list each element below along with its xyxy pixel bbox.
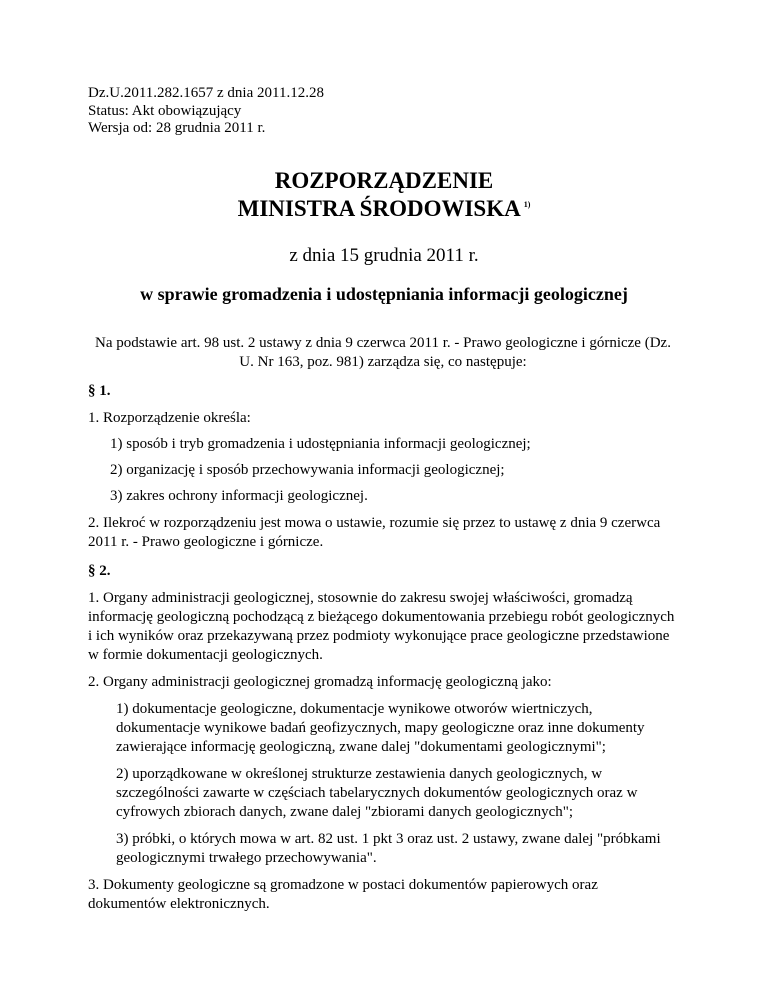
footnote-mark: 1) bbox=[523, 200, 531, 209]
section-1-paragraph-2: 2. Ilekroć w rozporządzeniu jest mowa o ustawie, rozumie się przez to ustawę z dnia 9 czerwca 2011 r. - Prawo geologiczne i górnicze. bbox=[88, 515, 661, 550]
section-2-paragraph-3: 3. Dokumenty geologiczne są gromadzone w postaci dokumentów papierowych oraz dokumentów elektronicznych. bbox=[88, 877, 598, 912]
title-line-2 bbox=[0, 196, 768, 222]
document-body bbox=[88, 334, 678, 914]
act-subject: w sprawie gromadzenia i udostępniania informacji geologicznej bbox=[140, 284, 628, 304]
status-line: Status: Akt obowiązujący bbox=[88, 102, 242, 119]
section-1-heading: § 1. bbox=[88, 383, 111, 399]
version-line: Wersja od: 28 grudnia 2011 r. bbox=[88, 120, 266, 136]
list-item: 3) próbki, o których mowa w art. 82 ust. 1 pkt 3 oraz ust. 2 ustawy, zwane dalej "próbkami geologicznymi trwałego przechowywania". bbox=[116, 831, 661, 866]
ministry-name: MINISTRA ŚRODOWISKA bbox=[237, 196, 521, 221]
section-2-heading: § 2. bbox=[88, 563, 111, 579]
list-item: 3) zakres ochrony informacji geologicznej. bbox=[110, 488, 368, 504]
list-item: 2) organizację i sposób przechowywania informacji geologicznej; bbox=[110, 462, 505, 478]
section-2-paragraph-1: 1. Organy administracji geologicznej, stosownie do zakresu swojej właściwości, gromadzą informację geologiczną pochodzącą z bieżącego dokumentowania przebiegu robót geologicznych i ich wyników oraz przekazywaną przez podmioty wykonujące prace geologiczne przedstawione w formie dokumentacji geologicznych. bbox=[88, 590, 675, 663]
section-1-paragraph-1: 1. Rozporządzenie określa: bbox=[88, 410, 251, 426]
section-2-paragraph-2: 2. Organy administracji geologicznej gromadzą informację geologiczną jako: bbox=[88, 674, 552, 690]
document-metadata bbox=[88, 85, 324, 138]
legal-basis: Na podstawie art. 98 ust. 2 ustawy z dnia 9 czerwca 2011 r. - Prawo geologiczne i górnicze (Dz. U. Nr 163, poz. 981) zarządza się, co następuje: bbox=[95, 335, 671, 370]
journal-reference: Dz.U.2011.282.1657 z dnia 2011.12.28 bbox=[88, 85, 324, 101]
list-item: 1) sposób i tryb gromadzenia i udostępniania informacji geologicznej; bbox=[110, 436, 531, 452]
act-date: z dnia 15 grudnia 2011 r. bbox=[289, 245, 479, 266]
title-line-1: ROZPORZĄDZENIE bbox=[274, 168, 494, 193]
list-item: 1) dokumentacje geologiczne, dokumentacje wynikowe otworów wiertniczych, dokumentacje wynikowe badań geofizycznych, mapy geologiczne oraz inne dokumenty zawierające informację geologiczną, zwane dalej "dokumentami geologicznymi"; bbox=[116, 701, 645, 755]
list-item: 2) uporządkowane w określonej strukturze zestawienia danych geologicznych, w szczególności zawarte w częściach tabelarycznych dokumentów geologicznych oraz w cyfrowych zbiorach danych, zwane dalej "zbiorami danych geologicznych"; bbox=[116, 766, 638, 820]
